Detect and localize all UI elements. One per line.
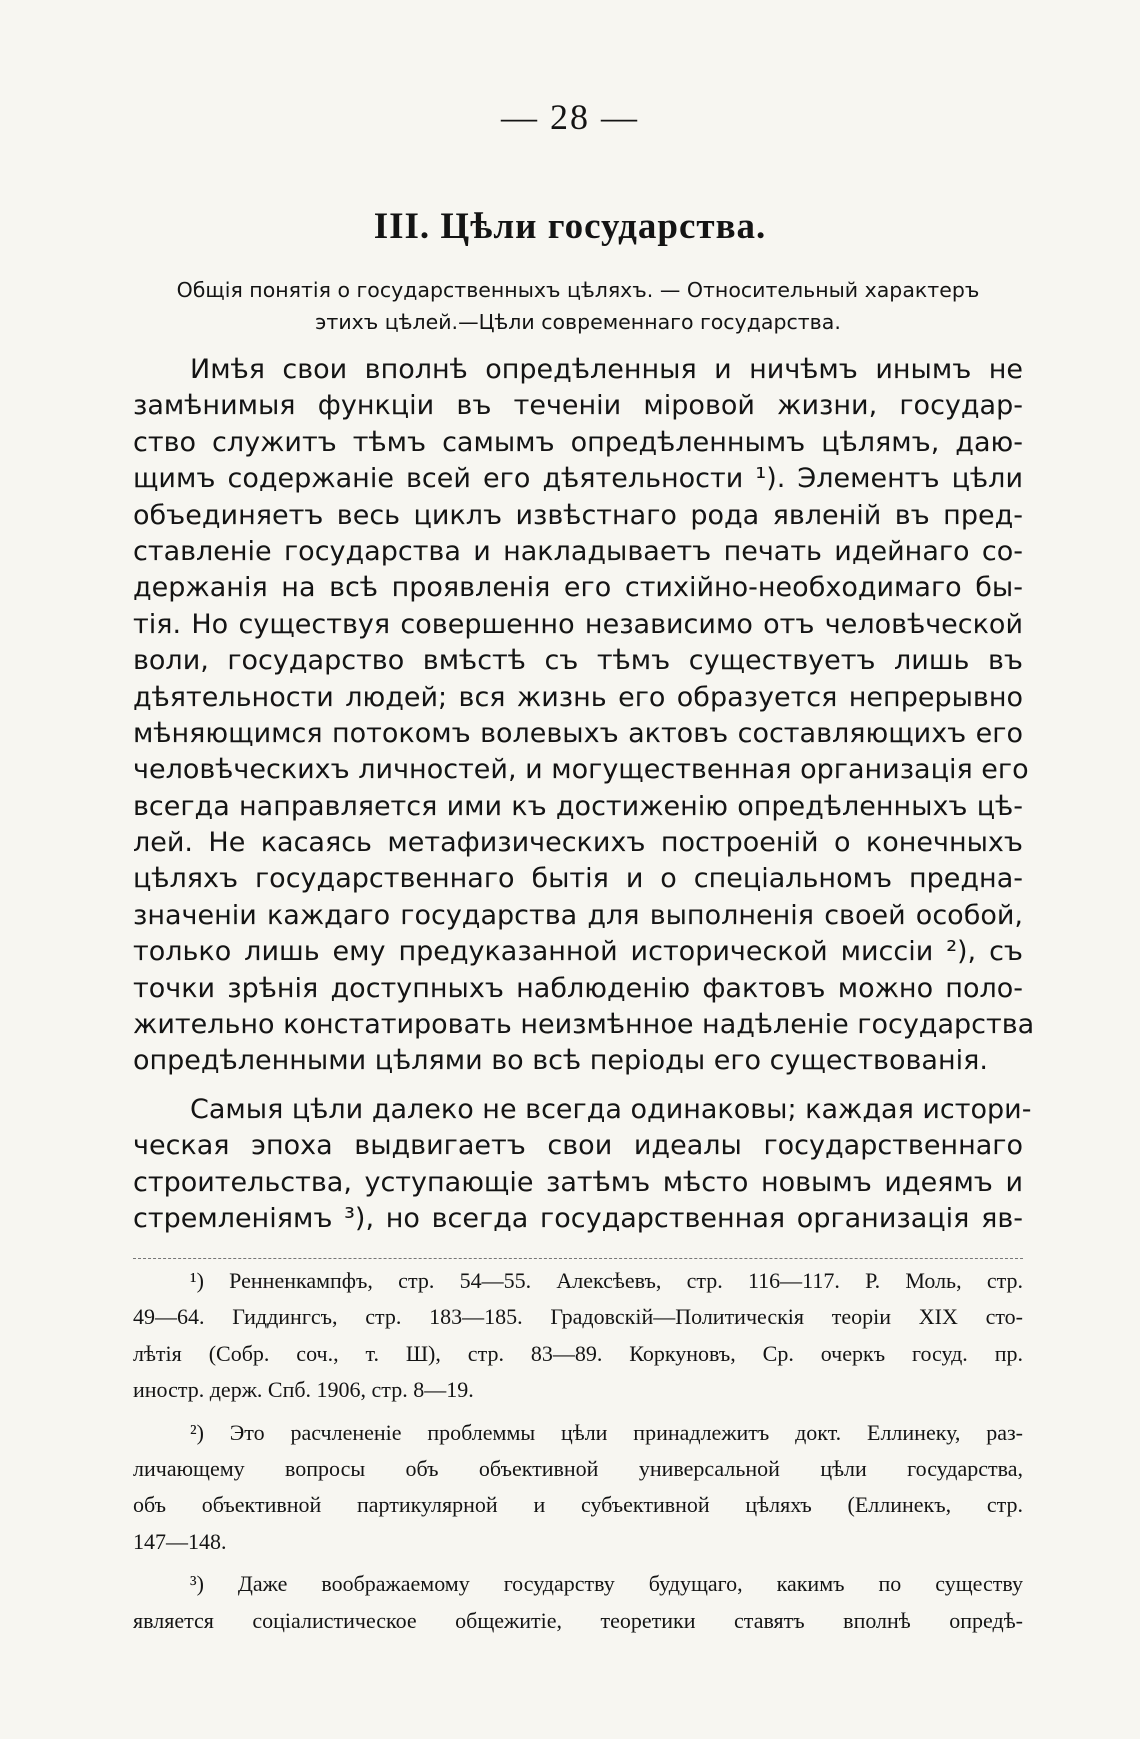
text-line: Самыя цѣли далеко не всегда одинаковы; каждая истори- — [190, 1093, 1032, 1125]
text-line: держанія на всѣ проявленія его стихійно-необходимаго бы- — [133, 572, 1023, 604]
text-line: строительства, уступающіе затѣмъ мѣсто новымъ идеямъ и — [133, 1166, 1023, 1198]
text-line: тія. Но существуя совершенно независимо отъ человѣческой — [133, 608, 1023, 640]
text-line: объединяетъ весь циклъ извѣстнаго рода явленій въ пред- — [133, 499, 1023, 531]
footnote-line: объ объективной партикулярной и субъективной цѣляхъ (Еллинекъ, стр. — [133, 1492, 1023, 1518]
page-number: — 28 — — [501, 97, 639, 137]
text-line: опредѣленными цѣлями во всѣ періоды его существованія. — [133, 1045, 988, 1077]
text-line: жительно констатировать неизмѣнное надѣленіе государства — [133, 1009, 1035, 1041]
footnote-line: иностр. держ. Спб. 1906, стр. 8—19. — [133, 1377, 474, 1403]
text-line: Имѣя свои вполнѣ опредѣленныя и ничѣмъ инымъ не — [190, 354, 1023, 385]
text-line: цѣляхъ государственнаго бытія и о спеціальномъ предна- — [133, 863, 1023, 895]
footnote-2 — [133, 1417, 1023, 1563]
footnote-line: 147—148. — [133, 1528, 227, 1554]
text-line: мѣняющимся потокомъ волевыхъ актовъ составляющихъ его — [133, 717, 1023, 749]
footnote-line: 49—64. Гиддингсъ, стр. 183—185. Градовскій—Политическія теоріи XIX сто- — [133, 1304, 1023, 1330]
footnote-1 — [133, 1265, 1023, 1411]
text-line: ческая эпоха выдвигаетъ свои идеалы государственнаго — [133, 1130, 1023, 1162]
text-line: дѣятельности людей; вся жизнь его образуется непрерывно — [133, 681, 1023, 713]
text-line: человѣческихъ личностей, и могущественная организація его — [133, 754, 1029, 786]
text-line: всегда направляется ими къ достиженію опредѣленныхъ цѣ- — [133, 790, 1023, 822]
subtitle-line: Общія понятія о государственныхъ цѣляхъ. — Относительный характеръ — [176, 278, 980, 302]
footnote-3 — [133, 1568, 1023, 1641]
chapter-subtitle — [130, 274, 1026, 338]
text-line: значеніи каждаго государства для выполненія своей особой, — [133, 899, 1023, 931]
text-line: лей. Не касаясь метафизическихъ построеній о конечныхъ — [133, 827, 1023, 859]
text-line: ство служитъ тѣмъ самымъ опредѣленнымъ цѣлямъ, даю- — [133, 426, 1023, 458]
text-line: точки зрѣнія доступныхъ наблюденію фактовъ можно поло- — [133, 972, 1023, 1004]
text-line: стремленіямъ ³), но всегда государственная организація яв- — [133, 1202, 1023, 1234]
main-text — [133, 352, 1035, 1237]
footnote-line: ¹) Ренненкампфъ, стр. 54—55. Алексѣевъ, стр. 116—117. Р. Моль, стр. — [190, 1268, 1023, 1293]
footnote-separator — [133, 1258, 1023, 1259]
footnote-line: лѣтія (Собр. соч., т. Ш), стр. 83—89. Коркуновъ, Ср. очеркъ госуд. пр. — [133, 1340, 1023, 1366]
text-line: только лишь ему предуказанной исторической миссіи ²), съ — [133, 936, 1023, 968]
subtitle-line: этихъ цѣлей.—Цѣли современнаго государства. — [315, 310, 841, 334]
text-line: замѣнимыя функціи въ теченіи міровой жизни, государ- — [133, 390, 1023, 422]
paragraph-1 — [133, 352, 1035, 1080]
footnote-line: ²) Это расчлененіе проблеммы цѣли принадлежитъ докт. Еллинеку, раз- — [190, 1419, 1023, 1445]
text-line: щимъ содержаніе всей его дѣятельности ¹). Элементъ цѣли — [133, 463, 1023, 495]
text-line: ставленіе государства и накладываетъ печать идейнаго со- — [133, 535, 1023, 567]
chapter-title: III. Цѣли государства. — [373, 206, 767, 247]
footnote-line: личающему вопросы объ объективной универсальной цѣли государства, — [133, 1455, 1023, 1481]
footnotes — [133, 1265, 1023, 1641]
footnote-line: ³) Даже воображаемому государству будущаго, какимъ по существу — [190, 1571, 1023, 1597]
text-line: воли, государство вмѣстѣ съ тѣмъ существуетъ лишь въ — [133, 645, 1023, 677]
footnote-line: является соціалистическое общежитіе, теоретики ставятъ вполнѣ опредѣ- — [133, 1607, 1023, 1633]
paragraph-2 — [133, 1092, 1032, 1238]
